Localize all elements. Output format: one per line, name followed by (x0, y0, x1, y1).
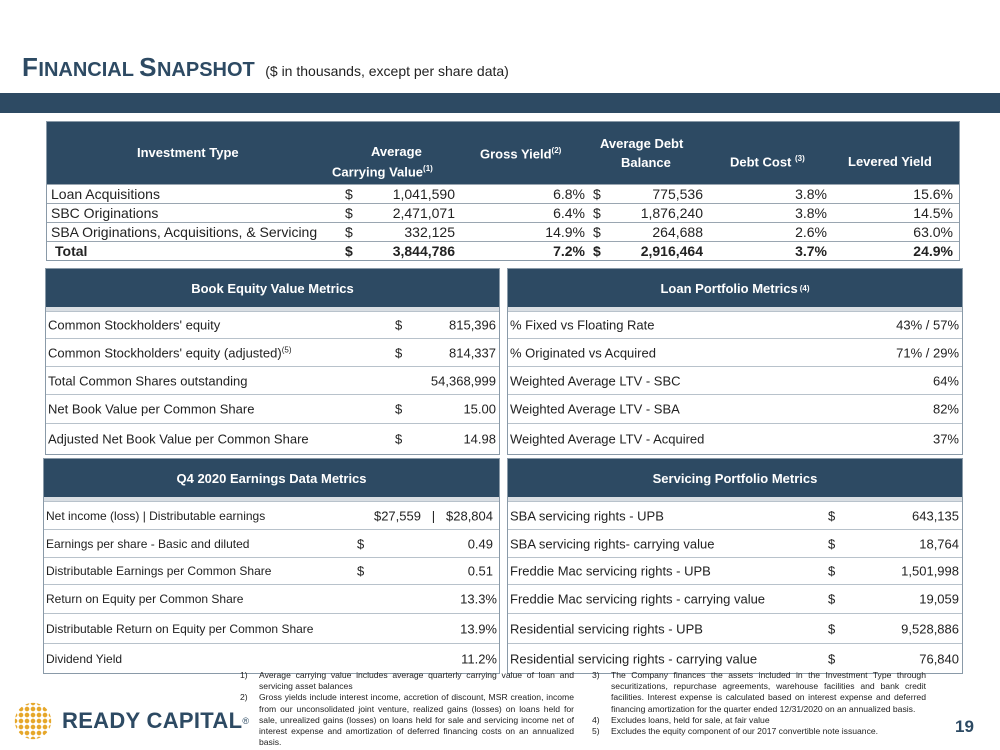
list-item: Residential servicing rights - UPB $ 9,528,886 (508, 613, 962, 643)
logo-dots-icon (12, 700, 54, 742)
col-investment-type: Investment Type (137, 145, 239, 160)
loan-portfolio-panel (507, 268, 963, 455)
list-item: Residential servicing rights - carrying value $ 76,840 (508, 643, 962, 673)
footnote: 1) Average carrying value includes average quarterly carrying value of loan and servicing asset balances (240, 670, 574, 692)
col-balance: Balance (621, 155, 671, 170)
footnotes-left (240, 670, 574, 748)
col-levered-yield: Levered Yield (848, 154, 932, 169)
earnings-panel (43, 458, 500, 674)
list-item: % Originated vs Acquired 71% / 29% (508, 338, 962, 366)
book-equity-panel (45, 268, 500, 455)
footnote: 5) Excludes the equity component of our 2017 convertible note issuance. (592, 726, 879, 737)
loan-portfolio-title: Loan Portfolio Metrics (4) (508, 269, 962, 311)
earnings-title: Q4 2020 Earnings Data Metrics (44, 459, 499, 501)
header-divider-bar (0, 93, 1000, 113)
list-item: Weighted Average LTV - Acquired 37% (508, 423, 962, 454)
col-average: Average (371, 144, 422, 159)
list-item: Weighted Average LTV - SBC 64% (508, 366, 962, 394)
book-equity-title: Book Equity Value Metrics (46, 269, 499, 311)
list-item: Return on Equity per Common Share 13.3% (44, 584, 499, 613)
list-item: Common Stockholders' equity (adjusted)$^{(5)}$ $ 814,337 (46, 338, 499, 366)
ready-capital-logo: READY CAPITAL ® (12, 700, 249, 742)
page-subtitle: ($ in thousands, except per share data) (265, 63, 509, 79)
list-item: Freddie Mac servicing rights - UPB $ 1,501,998 (508, 557, 962, 584)
col-carrying-value: Carrying Value$^{(1)}$ (332, 164, 433, 180)
list-item: SBA servicing rights - UPB $ 643,135 (508, 501, 962, 529)
logo-text: READY CAPITAL (62, 708, 243, 733)
list-item: Common Stockholders' equity $ 815,396 (46, 311, 499, 338)
investment-table-header (47, 122, 959, 184)
list-item: Weighted Average LTV - SBA 82% (508, 394, 962, 423)
list-item: Freddie Mac servicing rights - carrying value $ 19,059 (508, 584, 962, 613)
list-item: Adjusted Net Book Value per Common Share $ 14.98 (46, 423, 499, 454)
servicing-panel (507, 458, 963, 674)
footnote: 3) The Company finances the assets included in the Investment Type through securitizations, repurchase agreements, warehouse facilities and bank credit facilities. Interest expense is calculated based on interest expense and deferred financing amortization for the quarter ended 12/31/2020 on an annualized basis. (592, 670, 926, 714)
list-item: Total Common Shares outstanding 54,368,999 (46, 366, 499, 394)
footnotes-right (592, 670, 926, 737)
list-item: Distributable Return on Equity per Common Share 13.9% (44, 613, 499, 643)
footnote: 4) Excludes loans, held for sale, at fair value (592, 714, 770, 725)
list-item: Dividend Yield 11.2% (44, 643, 499, 673)
investment-table (46, 121, 960, 261)
servicing-title: Servicing Portfolio Metrics (508, 459, 962, 501)
list-item: % Fixed vs Floating Rate 43% / 57% (508, 311, 962, 338)
list-item: SBA servicing rights- carrying value $ 18,764 (508, 529, 962, 557)
page-number: 19 (955, 717, 974, 736)
list-item: Net Book Value per Common Share $ 15.00 (46, 394, 499, 423)
page-title: FINANCIAL SNAPSHOT ($ in thousands, except per share data) (22, 52, 509, 82)
table-row-total: Total $ 3,844,786 7.2% $ 2,916,464 3.7% 24.9% (47, 241, 959, 260)
table-row: SBA Originations, Acquisitions, & Servicing $ 332,125 14.9% $ 264,688 2.6% 63.0% (47, 222, 959, 241)
col-gross-yield: Gross Yield$^{(2)}$ (480, 146, 562, 162)
col-debt-cost: Debt Cost $^{(3)}$ (730, 154, 805, 170)
table-row: SBC Originations $ 2,471,071 6.4% $ 1,876,240 3.8% 14.5% (47, 203, 959, 222)
col-avg-debt: Average Debt (600, 136, 684, 151)
list-item: Earnings per share - Basic and diluted $ 0.49 (44, 529, 499, 557)
footnote: 2) Gross yields include interest income, accretion of discount, MSR creation, income from our unconsolidated joint venture, realized gains (losses) on loans held for sale, unrealized gains (losses) on loans held for sale and servicing income net of interest expense and amortization of deferred financing costs on an annualized basis. (240, 692, 574, 748)
table-row: Loan Acquisitions $ 1,041,590 6.8% $ 775,536 3.8% 15.6% (47, 184, 959, 203)
list-item: Distributable Earnings per Common Share $ 0.51 (44, 557, 499, 584)
list-item: Net income (loss) | Distributable earnings $27,559 | $28,804 (44, 501, 499, 529)
